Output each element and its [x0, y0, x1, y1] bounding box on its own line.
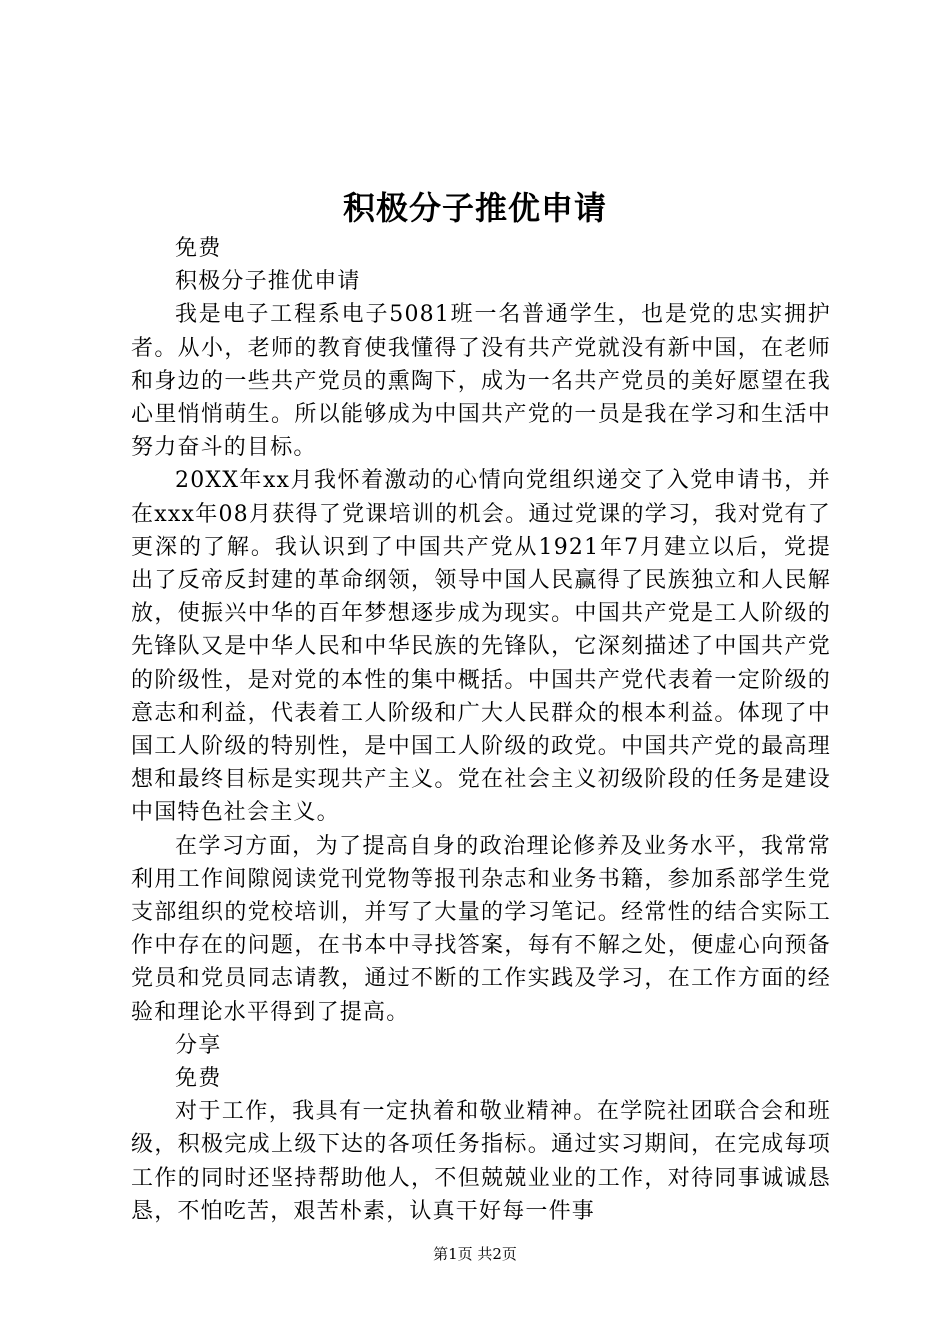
paragraph-learning: 在学习方面，为了提高自身的政治理论修养及业务水平，我常常利用工作间隙阅读党刊党物等报刊杂志和业务书籍，参加系部学生党支部组织的党校培训，并写了大量的学习笔记。经常性的结合实际工作中存在的问题，在书本中寻找答案，每有不解之处，便虚心向预备党员和党员同志请教，通过不断的工作实践及学习，在工作方面的经验和理论水平得到了提高。 — [131, 833, 831, 1025]
page-number-footer: 第1页 共2页 — [433, 1245, 517, 1263]
document-body — [131, 232, 831, 1228]
paragraph-share-label: 分享 — [175, 1032, 222, 1058]
paragraph-party-study: 20XX年xx月我怀着激动的心情向党组织递交了入党申请书，并在xxx年08月获得了党课培训的机会。通过党课的学习，我对党有了更深的了解。我认识到了中国共产党从1921年7月建立以后，党提出了反帝反封建的革命纲领，领导中国人民赢得了民族独立和人民解放，使振兴中华的百年梦想逐步成为现实。中国共产党是工人阶级的先锋队又是中华人民和中华民族的先锋队，它深刻描述了中国共产党的阶级性，是对党的本性的集中概括。中国共产党代表着一定阶级的意志和利益，代表着工人阶级和广大人民群众的根本利益。体现了中国工人阶级的特别性，是中国工人阶级的政党。中国共产党的最高理想和最终目标是实现共产主义。党在社会主义初级阶段的任务是建设中国特色社会主义。 — [131, 468, 831, 826]
paragraph-free-label-1: 免费 — [175, 236, 222, 261]
paragraph-free-label-2: 免费 — [175, 1066, 222, 1092]
paragraph-introduction: 我是电子工程系电子5081班一名普通学生，也是党的忠实拥护者。从小，老师的教育使我懂得了没有共产党就没有新中国，在老师和身边的一些共产党员的熏陶下，成为一名共产党员的美好愿望在我心里悄悄萌生。所以能够成为中国共产党的一员是我在学习和生活中努力奋斗的目标。 — [131, 302, 831, 461]
document-title: 积极分子推优申请 — [342, 189, 607, 227]
paragraph-subtitle: 积极分子推优申请 — [175, 269, 361, 295]
paragraph-work: 对于工作，我具有一定执着和敬业精神。在学院社团联合会和班级，积极完成上级下达的各项任务指标。通过实习期间，在完成每项工作的同时还坚持帮助他人，不但兢兢业业的工作，对待同事诚诚恳恳，不怕吃苦，艰苦朴素，认真干好每一件事 — [131, 1099, 831, 1224]
